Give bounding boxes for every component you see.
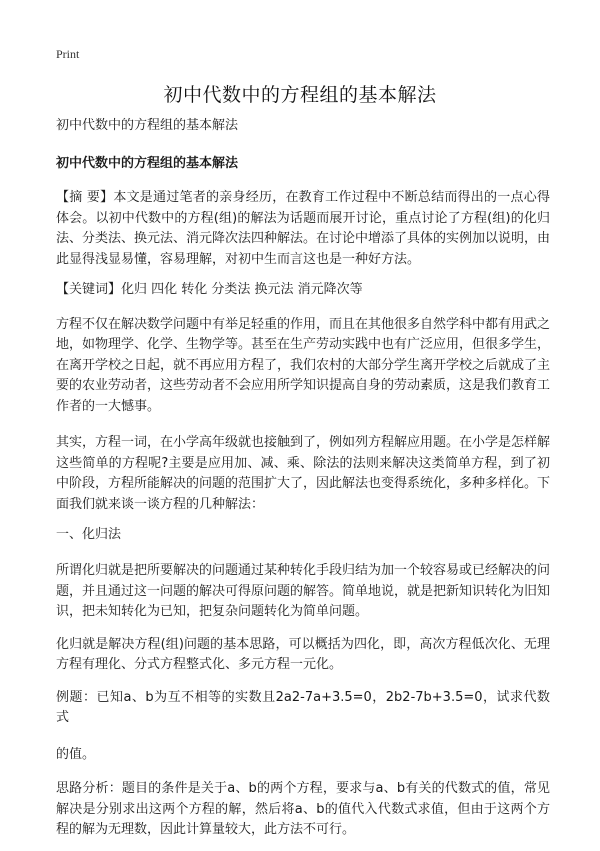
method-overview-paragraph: 其实，方程一词，在小学高年级就也接触到了，例如列方程解应用题。在小学是怎样解这些简单的方程呢?主要是应用加、减、乘、除法的法则来解决这类简单方程，到了初中阶段，方程所能解决的问题的范围扩大了，因此解法也变得系统化，多种多样化。下面我们就来谈一谈方程的几种解法： — [56, 435, 551, 512]
example-line: 例题：已知a、b为互不相等的实数且2a2-7a+3.5=0，2b2-7b+3.5=0，试求代数式 — [56, 689, 550, 725]
intro-paragraph: 方程不仅在解决数学问题中有举足轻重的作用，而且在其他很多自然学科中都有用武之地，如物理学、化学、生物学等。甚至在生产劳动实践中也有广泛应用，但很多学生，在离开学校之日起，就不再应用方程了，我们农村的大部分学生离开学校之后就成了主要的农业劳动者，这些劳动者不会应用所学知识提高自身的劳动素质，这是我们教育工作者的一大憾事。 — [56, 316, 551, 414]
article-subtitle: 初中代数中的方程组的基本解法 — [56, 118, 239, 133]
reduction-definition-paragraph: 所谓化归就是把所要解决的问题通过某种转化手段归结为加一个较容易或已经解决的问题，并且通过这一问题的解决可得原问题的解答。简单地说，就是把新知识转化为旧知识，把未知转化为已知，把复杂问题转化为简单问题。 — [56, 563, 551, 619]
article-body — [56, 116, 550, 851]
example-line-continued: 的值。 — [56, 746, 96, 762]
section-heading-reduction: 一、化归法 — [56, 527, 122, 542]
page-title: 初中代数中的方程组的基本解法 — [163, 84, 437, 106]
keywords-paragraph: 【关键词】化归 四化 转化 分类法 换元法 消元降次等 — [56, 282, 363, 297]
abstract-paragraph: 【摘 要】本文是通过笔者的亲身经历，在教育工作过程中不断总结而得出的一点心得体会。以初中代数中的方程(组)的解法为话题而展开讨论，重点讨论了方程(组)的化归法、分类法、换元法、消元降次法四种解法。在讨论中增添了具体的实例加以说明，由此显得浅显易懂，容易理解，对初中生而言这也是一种好方法。 — [56, 190, 551, 267]
analysis-paragraph: 思路分析：题目的条件是关于a、b的两个方程，要求与a、b有关的代数式的值，常见解决是分别求出这两个方程的解，然后将a、b的值代入代数式求值，但由于这两个方程的解为无理数，因此计算量较大，此方法不可行。 — [56, 781, 550, 837]
reduction-summary-paragraph: 化归就是解决方程(组)问题的基本思路，可以概括为四化，即，高次方程低次化、无理方程有理化、分式方程整式化、多元方程一元化。 — [56, 636, 550, 672]
article-heading-bold: 初中代数中的方程组的基本解法 — [56, 156, 239, 171]
print-link[interactable]: Print — [56, 47, 80, 61]
